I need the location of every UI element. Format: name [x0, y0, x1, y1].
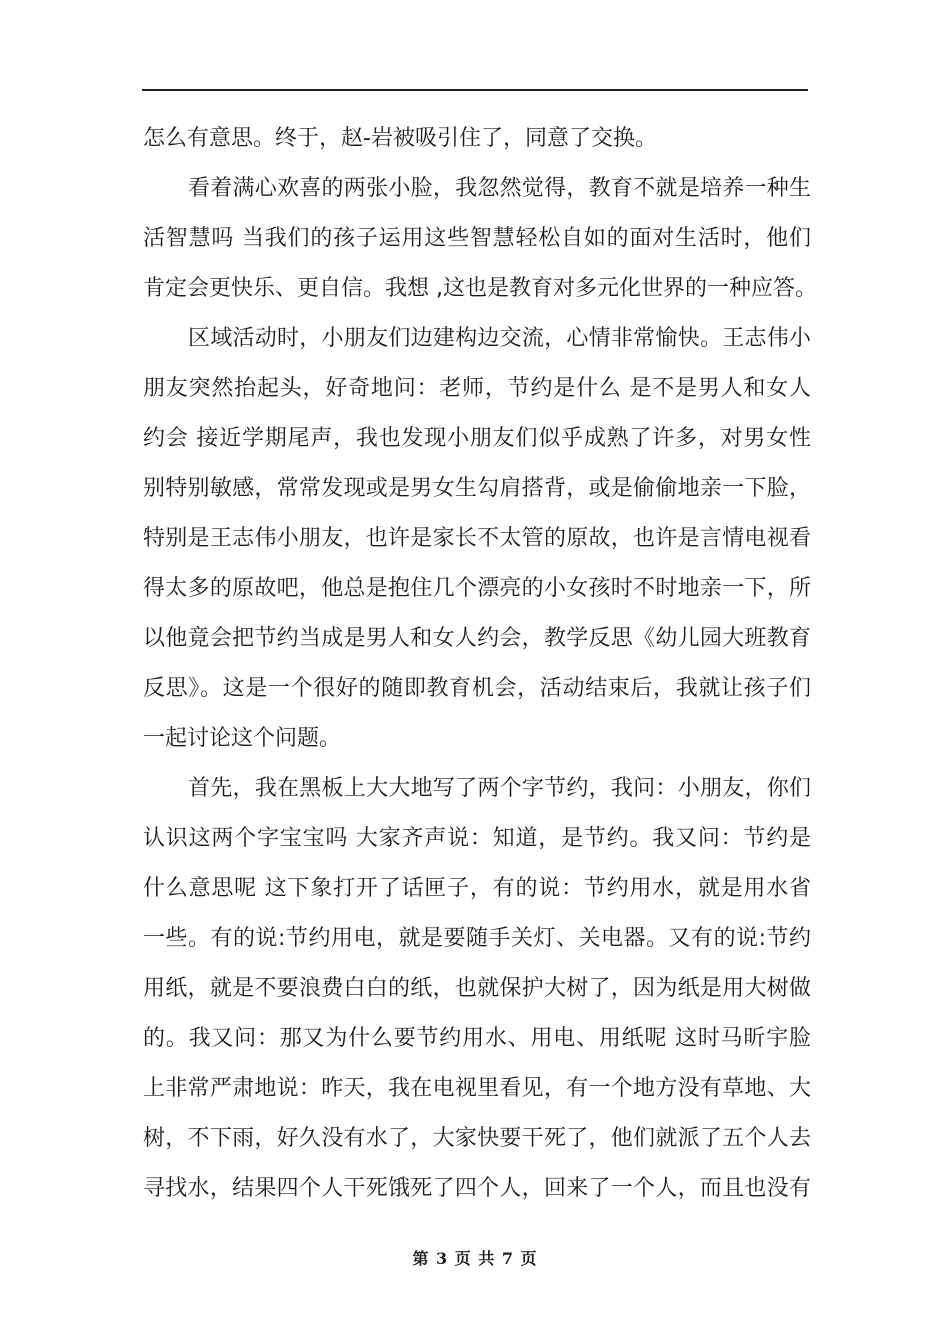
text-line: 反思》。这是一个很好的随即教育机会，活动结束后，我就让孩子们	[143, 676, 811, 701]
header-rule	[142, 89, 808, 91]
text-line: 首先，我在黑板上大大地写了两个字节约，我问：小朋友，你们	[188, 776, 811, 801]
text-line: 得太多的原故吧，他总是抱住几个漂亮的小女孩时不时地亲一下，所	[143, 576, 811, 601]
text-line: 看着满心欢喜的两张小脸，我忽然觉得，教育不就是培养一种生	[188, 176, 811, 201]
text-line: 上非常严肃地说：昨天，我在电视里看见，有一个地方没有草地、大	[143, 1076, 811, 1101]
page-number: 第 3 页 共 7 页	[412, 1249, 538, 1268]
text-line: 树，不下雨，好久没有水了，大家快要干死了，他们就派了五个人去	[143, 1126, 811, 1151]
text-line: 别特别敏感，常常发现或是男女生勾肩搭背，或是偷偷地亲一下脸，	[143, 476, 811, 501]
text-line: 肯定会更快乐、更自信。我想 ,这也是教育对多元化世界的一种应答。	[143, 276, 817, 301]
text-line: 的。我又问：那又为什么要节约用水、用电、用纸呢 这时马昕宇脸	[143, 1026, 811, 1051]
text-line: 一些。有的说:节约用电，就是要随手关灯、关电器。又有的说:节约	[143, 926, 811, 951]
text-line: 以他竟会把节约当成是男人和女人约会，教学反思《幼儿园大班教育	[143, 626, 811, 651]
text-line: 寻找水，结果四个人干死饿死了四个人，回来了一个人，而且也没有	[143, 1176, 811, 1201]
text-line: 约会 接近学期尾声，我也发现小朋友们似乎成熟了许多，对男女性	[143, 426, 811, 451]
text-line: 怎么有意思。终于，赵-岩被吸引住了，同意了交换。	[143, 126, 657, 151]
text-line: 活智慧吗 当我们的孩子运用这些智慧轻松自如的面对生活时，他们	[143, 226, 811, 251]
text-line: 用纸，就是不要浪费白白的纸，也就保护大树了，因为纸是用大树做	[143, 976, 811, 1001]
text-line: 区域活动时，小朋友们边建构边交流，心情非常愉快。王志伟小	[188, 326, 811, 351]
text-line: 认识这两个字宝宝吗 大家齐声说：知道，是节约。我又问：节约是	[143, 826, 811, 851]
text-line: 特别是王志伟小朋友，也许是家长不太管的原故，也许是言情电视看	[143, 526, 811, 551]
text-line: 什么意思呢 这下象打开了话匣子，有的说：节约用水，就是用水省	[143, 876, 811, 901]
document-body	[143, 114, 817, 1214]
text-line: 朋友突然抬起头，好奇地问：老师，节约是什么 是不是男人和女人	[143, 376, 811, 401]
text-line: 一起讨论这个问题。	[143, 726, 342, 751]
